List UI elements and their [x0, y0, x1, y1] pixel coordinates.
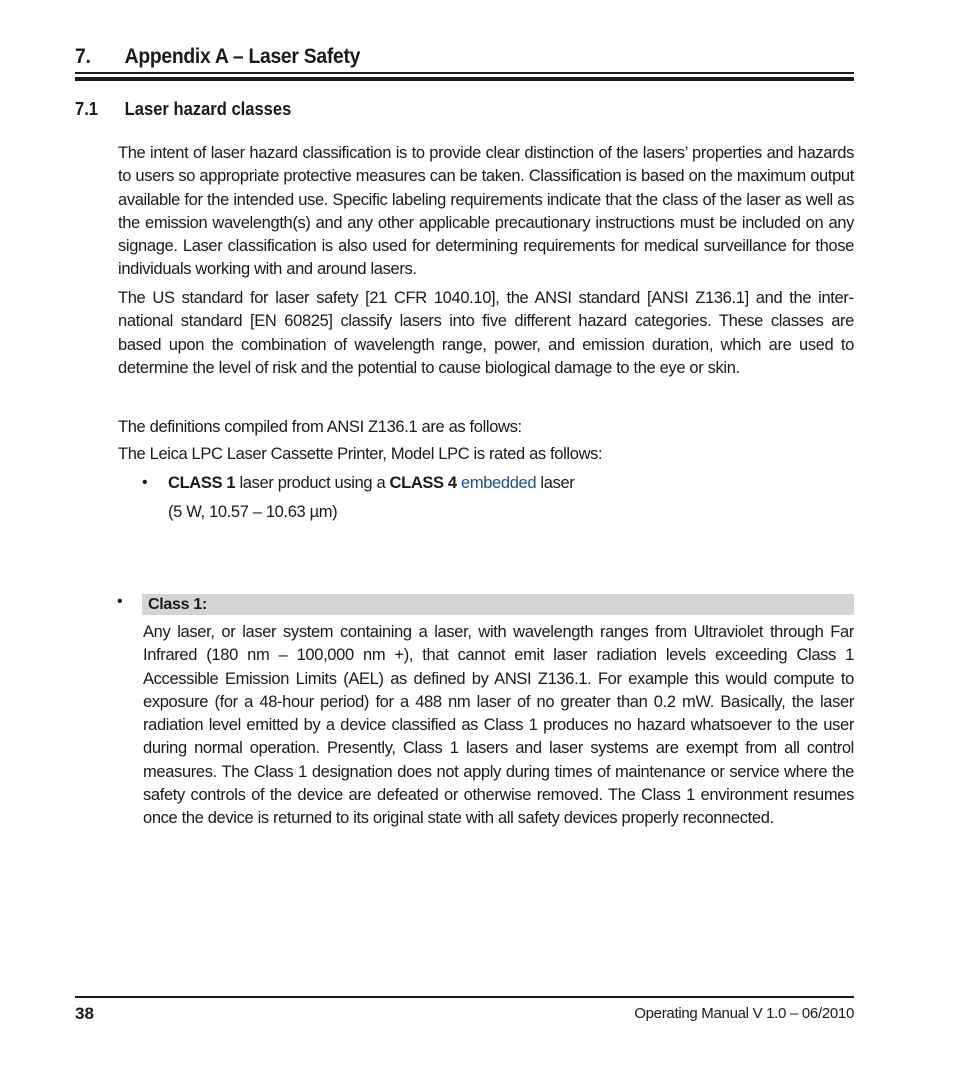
class1-description: Any laser, or laser system containing a laser, with wavelength ranges from Ultraviolet through Far Infrared (180 nm – 100,000 nm +), that cannot emit laser radiation levels exceeding Class 1 Accessible Emission Limits (AEL) as defined by ANSI Z136.1. For example this would compute to exposure (for a 48-hour period) for a 488 nm laser of no greater than 0.2 mW. Basically, the laser radiation level emitted by a device classified as Class 1 produces no hazard whatsoever to the user during normal operation. Presently, Class 1 lasers and laser systems are exempt from all control measures. The Class 1 designation does not apply during times of maintenance or service where the safety controls of the device are defeated or otherwise removed. The Class 1 environment resumes once the device is returned to its original state with all safety devices properly reconnected. [143, 623, 854, 828]
bullet-marker: • [117, 593, 123, 610]
footer-rule [75, 996, 854, 998]
class1-highlight-bar [142, 594, 854, 615]
page-number: 38 [75, 1004, 94, 1023]
manual-version: Operating Manual V 1.0 – 06/2010 [634, 1005, 854, 1022]
class1-heading: Class 1: [148, 596, 207, 613]
rating-text-a: laser product using a [235, 474, 390, 492]
header-rule-thick [75, 77, 854, 81]
definitions-line: The definitions compiled from ANSI Z136.1 are as follows: [118, 418, 522, 436]
section-number: 7.1 [75, 99, 99, 119]
header-rule-thin [75, 72, 854, 74]
chapter-number: 7. [75, 45, 91, 68]
class1-label: CLASS 1 [168, 474, 236, 492]
class4-label: CLASS 4 [389, 474, 457, 492]
embedded-link[interactable]: embedded [461, 474, 537, 492]
bullet-marker: • [142, 474, 148, 491]
intro-paragraph: The intent of laser hazard classification is to provide clear distinction of the lasers’ properties and hazards to users so appropriate protective measures can be taken. Classification is based on the maximum output available for the intended use. Specific labeling requirements indicate that the class of the laser as well as the emission wavelength(s) and any other applicable precautionary instructions must be included on any signage. Laser classification is also used for determining requirements for medical surveillance for those individuals working with and around lasers. [118, 144, 854, 279]
rating-bullet-text [168, 474, 574, 493]
rating-line: The Leica LPC Laser Cassette Printer, Model LPC is rated as follows: [118, 445, 603, 463]
chapter-title [75, 45, 360, 69]
section-title-text: Laser hazard classes [124, 99, 292, 119]
rating-text-b: laser [536, 474, 575, 492]
section-title [75, 99, 291, 120]
laser-spec: (5 W, 10.57 – 10.63 µm) [168, 503, 338, 521]
chapter-title-text: Appendix A – Laser Safety [124, 45, 361, 68]
standards-paragraph: The US standard for laser safety [21 CFR 1040.10], the ANSI standard [ANSI Z136.1] and the international standard [EN 60825] classify lasers into five different hazard categories. These classes are based upon the combination of wavelength range, power, and emission duration, which are used to determine the level of risk and the potential to cause biological damage to the eye or skin. [118, 289, 854, 377]
